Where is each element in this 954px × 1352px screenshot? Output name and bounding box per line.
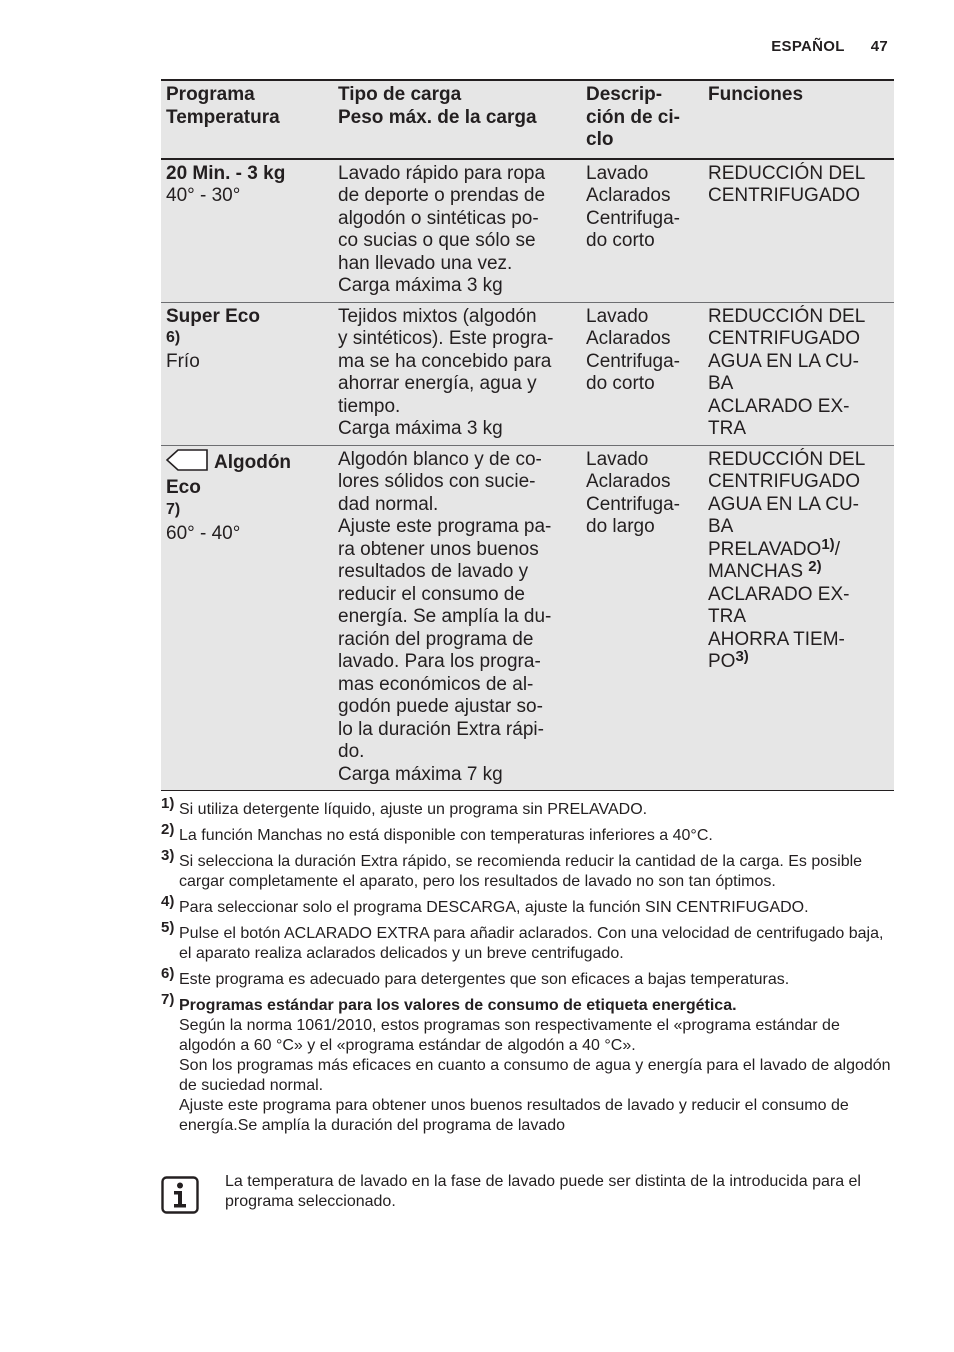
page-number: 47: [870, 38, 888, 55]
info-text: La temperatura de lavado en la fase de lavado puede ser distinta de la introducida para el programa seleccionado.: [225, 1173, 861, 1210]
load-cell: Tejidos mixtos (algodón y sintéticos). Este progra- ma se ha concebido para ahorrar energía, agua y tiempo. Carga máxima 3 kg: [338, 305, 554, 439]
footnote-text: Pulse el botón ACLARADO EXTRA para añadir aclarados. Con una velocidad de centrifugado baja, el aparato realiza aclarados delicados y un breve centrifugado.: [179, 925, 884, 962]
cotton-eco-icon: [166, 449, 208, 478]
page-header: [771, 38, 888, 55]
program-name: 20 Min. - 3 kg: [166, 162, 286, 184]
header-program: Programa Temperatura: [166, 84, 280, 128]
footnote: [161, 821, 896, 846]
table-header-row: [161, 80, 894, 159]
footnote-text: Este programa es adecuado para detergentes que son eficaces a bajas temperaturas.: [179, 971, 790, 988]
load-cell: Algodón blanco y de co- lores sólidos con sucie- dad normal. Ajuste este programa pa- ra obtener unos buenos resultados de lavado y reducir el consumo de energía. Se amplía la du- ración del programa de lavado. Para los progra- mas económicos de al- godón puede ajustar so- lo la duración Extra rápi- do. Carga máxima 7 kg: [338, 448, 552, 785]
footnote: [161, 991, 896, 1136]
separator: /: [834, 538, 840, 560]
section-title: ESPAÑOL: [771, 38, 845, 55]
info-note: [161, 1172, 896, 1212]
program-cell: [161, 159, 333, 303]
cycle-cell: Lavado Aclarados Centrifuga- do corto: [586, 305, 680, 394]
program-cell: [161, 445, 333, 791]
footnote-number: 2): [161, 821, 175, 838]
footnote-number: 3): [161, 847, 175, 864]
program-cell: [161, 302, 333, 445]
footnote-number: 6): [161, 965, 175, 982]
footnote-text: Según la norma 1061/2010, estos programas son respectivamente el «programa estándar de algodón a 60 °C» y el «programa estándar de algodón a 40 °C». Son los programas más eficaces en cuanto a consumo de agua y energía para el lavado de algodón de suciedad normal. Ajuste este programa para obtener unos buenos resultados de lavado y reducir el consumo de energía.Se amplía la duración del programa de lavado: [179, 1017, 891, 1134]
footnote: [161, 965, 896, 990]
footnote-text: La función Manchas no está disponible con temperaturas inferiores a 40°C.: [179, 827, 713, 844]
program-name: Super Eco: [166, 305, 260, 327]
functions-cell: [703, 445, 894, 791]
footnote-number: 4): [161, 893, 175, 910]
footnote-number: 1): [161, 795, 175, 812]
function-po: PO: [708, 651, 736, 672]
cycle-cell: Lavado Aclarados Centrifuga- do largo: [586, 448, 680, 537]
program-name-cont: Eco: [166, 477, 201, 498]
footnote-ref: 6): [166, 329, 181, 346]
footnote-ref: 7): [166, 500, 181, 518]
header-functions: Funciones: [708, 84, 804, 105]
function-manchas: MANCHAS: [708, 561, 809, 582]
footnote-number: 5): [161, 919, 175, 936]
programs-table: [161, 79, 894, 791]
info-icon: [161, 1176, 199, 1219]
footnote-ref: 3): [735, 648, 749, 665]
cycle-cell: Lavado Aclarados Centrifuga- do corto: [586, 162, 680, 251]
program-temperature: 40° - 30°: [166, 185, 241, 206]
footnote: [161, 919, 896, 964]
header-load: Tipo de carga Peso máx. de la carga: [338, 84, 537, 128]
footnote-ref: 1): [821, 535, 835, 553]
table-row: [161, 445, 894, 791]
functions-text: ACLARADO EX- TRA AHORRA TIEM-: [708, 583, 850, 650]
table-row: [161, 302, 894, 445]
footnote-text: Para seleccionar solo el programa DESCARGA, ajuste la función SIN CENTRIFUGADO.: [179, 899, 809, 916]
footnotes: [161, 795, 896, 1142]
footnote-ref: 2): [808, 558, 822, 575]
functions-text: REDUCCIÓN DEL CENTRIFUGADO AGUA EN LA CU- BA: [708, 448, 866, 537]
functions-cell: REDUCCIÓN DEL CENTRIFUGADO AGUA EN LA CU- BA ACLARADO EX- TRA: [708, 305, 866, 439]
functions-cell: REDUCCIÓN DEL CENTRIFUGADO: [708, 162, 866, 206]
footnote: [161, 893, 896, 918]
footnote-text: Si utiliza detergente líquido, ajuste un programa sin PRELAVADO.: [179, 801, 648, 818]
table-row: [161, 159, 894, 303]
footnote: [161, 795, 896, 820]
program-temperature: 60° - 40°: [166, 522, 241, 544]
header-cycle: Descrip- ción de ci- clo: [586, 84, 680, 150]
footnote-number: 7): [161, 991, 175, 1008]
load-cell: Lavado rápido para ropa de deporte o prendas de algodón o sintéticas po- co sucias o que sólo se han llevado una vez. Carga máxima 3 kg: [338, 162, 546, 296]
footnote-text: Si selecciona la duración Extra rápido, se recomienda reducir la cantidad de la carga. Es posible cargar completamente el aparato, pero los resultados de lavado no son tan óptimos.: [179, 853, 863, 890]
footnote-lead: Programas estándar para los valores de consumo de etiqueta energética.: [179, 997, 737, 1014]
program-name: Algodón: [214, 451, 292, 473]
program-temperature: Frío: [166, 351, 200, 372]
footnote: [161, 847, 896, 892]
function-prelavado: PRELAVADO: [708, 538, 822, 560]
